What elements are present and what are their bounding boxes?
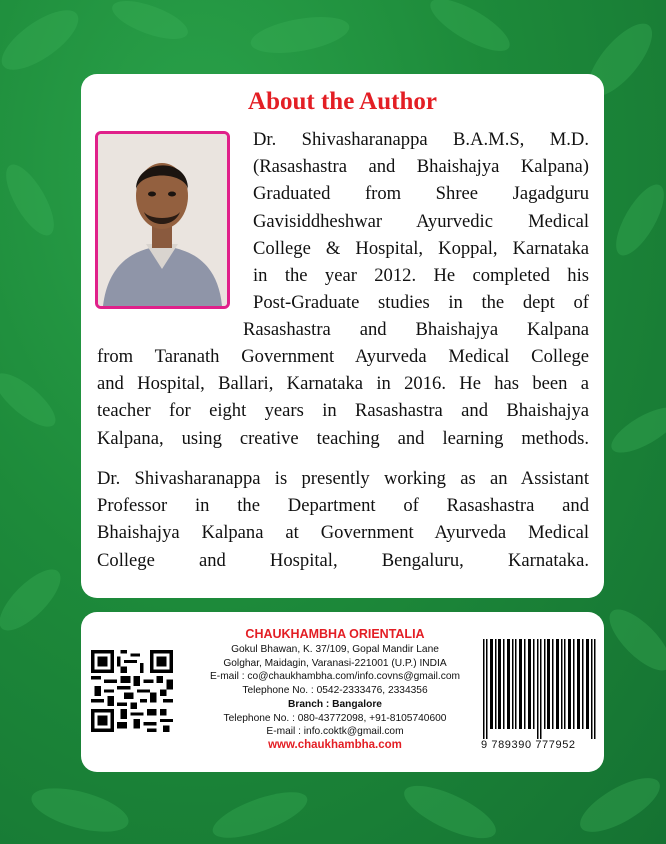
bio-line: College & Hospital, Koppal, Karnataka bbox=[253, 237, 589, 259]
branch-phone: Telephone No. : 080-43772098, +91-8105740600 bbox=[223, 712, 447, 724]
bio-line: Dr. Shivasharanappa is presently working as an Assistant bbox=[97, 468, 589, 489]
author-bio-para1-full bbox=[97, 343, 589, 452]
bio-line: and Hospital, Ballari, Karnataka in 2016. He has been a bbox=[97, 373, 589, 395]
author-photo bbox=[95, 131, 230, 309]
about-author-card bbox=[81, 74, 604, 598]
isbn-number: 9 789390 777952 bbox=[481, 739, 576, 751]
author-bio-line-8 bbox=[243, 316, 589, 343]
branch-email: E-mail : info.coktk@gmail.com bbox=[266, 726, 404, 738]
bio-line: Bhaishajya Kalpana at Government Ayurveda Medical bbox=[97, 522, 589, 544]
qr-code-icon bbox=[91, 650, 173, 732]
publisher-phone: Telephone No. : 0542-2333476, 2334356 bbox=[242, 685, 428, 697]
bio-line: Dr. Shivasharanappa B.A.M.S, M.D. bbox=[253, 129, 589, 150]
barcode-icon bbox=[481, 637, 597, 745]
bio-line: College and Hospital, Bengaluru, Karnataka. bbox=[97, 549, 589, 571]
branch-label: Branch : Bangalore bbox=[288, 698, 382, 710]
bio-line: Professor in the Department of Rasashastra and bbox=[97, 495, 589, 517]
publisher-email: E-mail : co@chaukhambha.com/info.covns@gmail.com bbox=[210, 671, 460, 683]
author-bio-para2 bbox=[97, 465, 589, 574]
publisher-name: CHAUKHAMBHA ORIENTALIA bbox=[245, 627, 425, 641]
publisher-website: www.chaukhambha.com bbox=[268, 738, 402, 751]
bio-line: from Taranath Government Ayurveda Medical College bbox=[97, 346, 589, 367]
bio-line: Post-Graduate studies in the dept of bbox=[253, 292, 589, 314]
publisher-address-2: Golghar, Maidagin, Varanasi-221001 (U.P.) INDIA bbox=[223, 657, 447, 669]
publisher-info bbox=[185, 626, 485, 753]
bio-line: (Rasashastra and Bhaishajya Kalpana) bbox=[253, 156, 589, 178]
bio-line: teacher for eight years in Rasashastra and Bhaishajya bbox=[97, 400, 589, 422]
bio-line: Gavisiddheshwar Ayurvedic Medical bbox=[253, 210, 589, 232]
about-author-heading: About the Author bbox=[248, 88, 437, 115]
publisher-address-1: Gokul Bhawan, K. 37/109, Gopal Mandir Lane bbox=[231, 644, 439, 655]
bio-line: Graduated from Shree Jagadguru bbox=[253, 183, 589, 205]
author-bio-intro bbox=[253, 126, 589, 316]
publisher-card bbox=[81, 612, 604, 772]
bio-line: Rasashastra and Bhaishajya Kalpana bbox=[243, 319, 589, 340]
bio-line: in the year 2012. He completed his bbox=[253, 265, 589, 287]
bio-line: Kalpana, using creative teaching and learning methods. bbox=[97, 427, 589, 449]
